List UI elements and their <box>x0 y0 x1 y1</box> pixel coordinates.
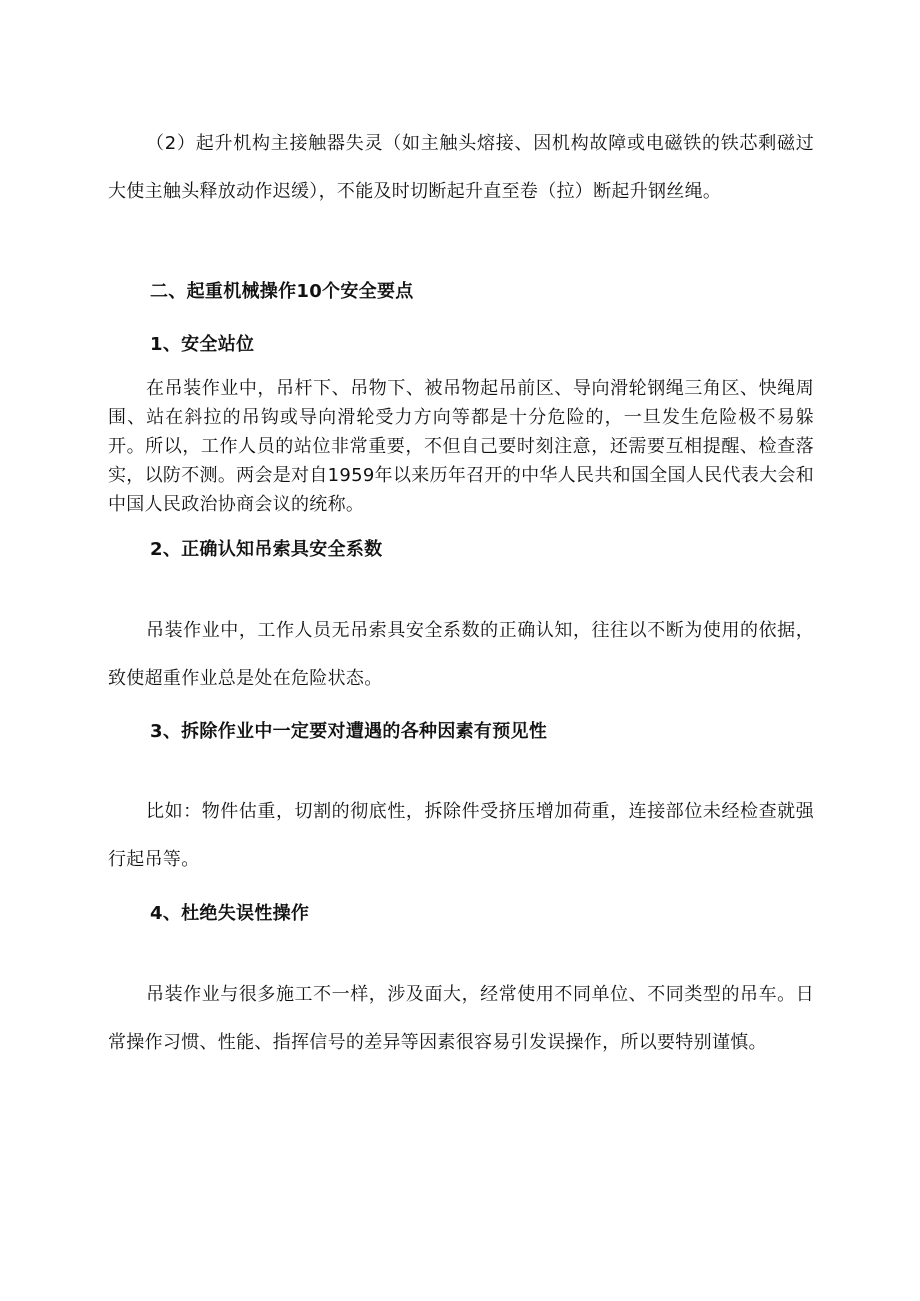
paragraph-lifting-contactor-failure: （2）起升机构主接触器失灵（如主触头熔接、因机构故障或电磁铁的铁芯剩磁过大使主触头释放动作迟缓），不能及时切断起升直至卷（拉）断起升钢丝绳。 <box>108 133 814 202</box>
paragraph-avoid-misoperation: 吊装作业与很多施工不一样，涉及面大，经常使用不同单位、不同类型的吊车。日常操作习惯、性能、指挥信号的差异等因素很容易引发误操作，所以要特别谨慎。 <box>108 984 814 1053</box>
point-heading-foresight: 3、拆除作业中一定要对遭遇的各种因素有预见性 <box>150 721 548 742</box>
paragraph-safe-position: 在吊装作业中，吊杆下、吊物下、被吊物起吊前区、导向滑轮钢绳三角区、快绳周围、站在斜拉的吊钩或导向滑轮受力方向等都是十分危险的，一旦发生危险极不易躲开。所以，工作人员的站位非常重要，不但自己要时刻注意，还需要互相提醒、检查落实，以防不测。两会是对自1959年以来历年召开的中华人民共和国全国人民代表大会和中国人民政治协商会议的统称。 <box>108 378 814 515</box>
point-heading-safe-position: 1、安全站位 <box>150 334 255 355</box>
paragraph-safety-factor: 吊装作业中，工作人员无吊索具安全系数的正确认知，往往以不断为使用的依据，致使超重作业总是处在危险状态。 <box>108 620 814 689</box>
section-heading-safety-points: 二、起重机械操作10个安全要点 <box>150 281 414 302</box>
paragraph-foresight: 比如：物件估重，切割的彻底性，拆除件受挤压增加荷重，连接部位未经检查就强行起吊等。 <box>108 801 814 870</box>
point-heading-avoid-misoperation: 4、杜绝失误性操作 <box>150 903 310 924</box>
point-heading-safety-factor: 2、正确认知吊索具安全系数 <box>150 539 383 560</box>
